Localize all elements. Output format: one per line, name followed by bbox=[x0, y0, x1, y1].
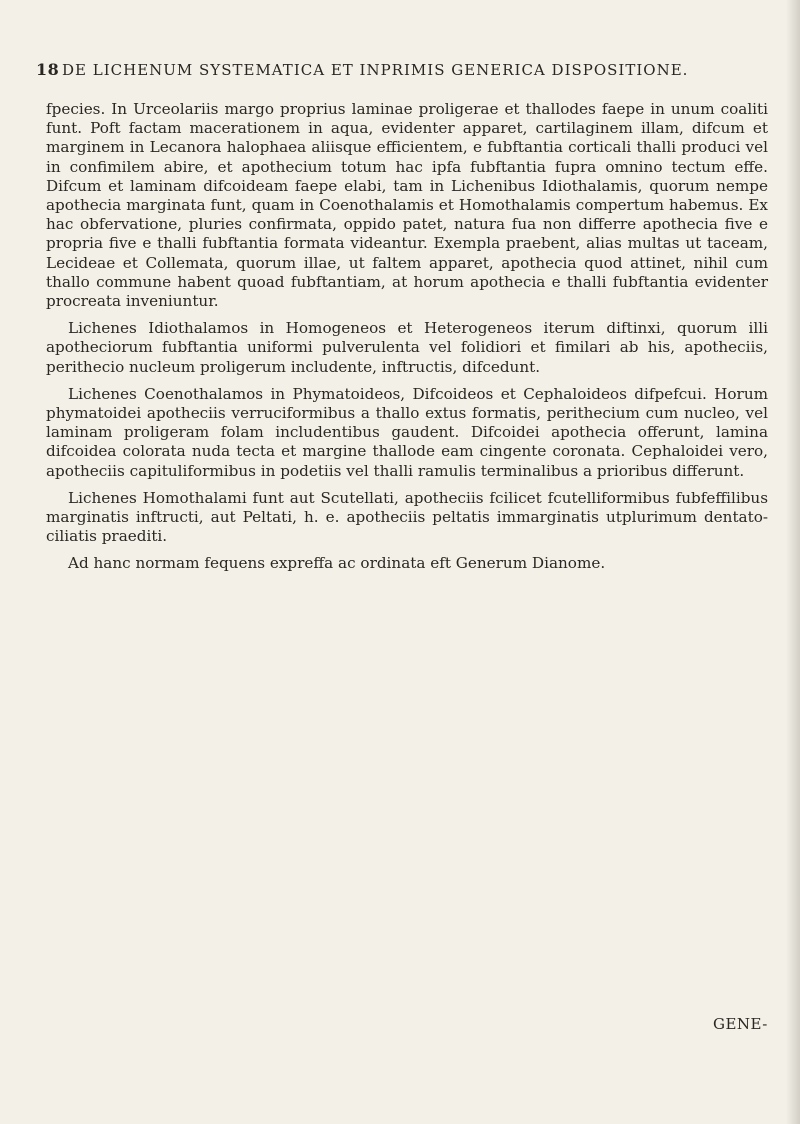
paragraph-2: Lichenes Idiothalamos in Homogeneos et Heterogeneos iterum diftinxi, quorum illi apotheciorum fubftantia uniformi pulverulenta vel folidiori et fimilari ab his, apotheciis, perithecio nucleum proligerum includente, inftructis, difcedunt. bbox=[46, 319, 768, 376]
page-header bbox=[36, 60, 772, 86]
paragraph-3: Lichenes Coenothalamos in Phymatoideos, Difcoideos et Cephaloideos difpefcui. Horum phymatoidei apotheciis verruciformibus a thallo extus formatis, perithecium cum nucleo, vel laminam proligeram folam includentibus gaudent. Difcoidei apothecia offerunt, lamina difcoidea colorata nuda tecta et margine thallode eam cingente coronata. Cephaloidei vero, apotheciis capituliformibus in podetiis vel thalli ramulis terminalibus a prioribus differunt. bbox=[46, 384, 768, 480]
running-head: DE LICHENUM SYSTEMATICA ET INPRIMIS GENERICA DISPOSITIONE. bbox=[62, 61, 689, 79]
paragraph-1: fpecies. In Urceolariis margo proprius laminae proligerae et thallodes faepe in unum coaliti funt. Poft factam macerationem in aqua, evidenter apparet, cartilaginem illam, difcum et marginem in Lecanora halophaea aliisque efficientem, e fubftantia corticali thalli produci vel in confimilem abire, et apothecium totum hac ipfa fubftantia fupra omnino tectum effe. Difcum et laminam difcoideam faepe elabi, tam in Lichenibus Idiothalamis, quorum nempe apothecia marginata funt, quam in Coenothalamis et Homothalamis compertum habemus. Ex hac obfervatione, pluries confirmata, oppido patet, natura fua non differre apothecia five e propria five e thalli fubftantia formata videantur. Exempla praebent, alias multas ut taceam, Lecideae et Collemata, quorum illae, ut faltem apparet, apothecia quod attinet, nihil cum thallo commune habent quoad fubftantiam, at horum apothecia e thalli fubftantia evidenter procreata inveniuntur. bbox=[46, 100, 768, 311]
page-edge-shadow bbox=[786, 0, 800, 1124]
page-number: 18 bbox=[36, 60, 60, 79]
paragraph-4: Lichenes Homothalami funt aut Scutellati, apotheciis fcilicet fcutelliformibus fubfeffilibus marginatis inftructi, aut Peltati, h. e. apotheciis peltatis immarginatis utplurimum dentato-ciliatis praediti. bbox=[46, 488, 768, 546]
body-text bbox=[46, 100, 768, 582]
catchword: GENE- bbox=[713, 1015, 768, 1033]
paragraph-5: Ad hanc normam fequens expreffa ac ordinata eft Generum Dianome. bbox=[68, 554, 606, 573]
